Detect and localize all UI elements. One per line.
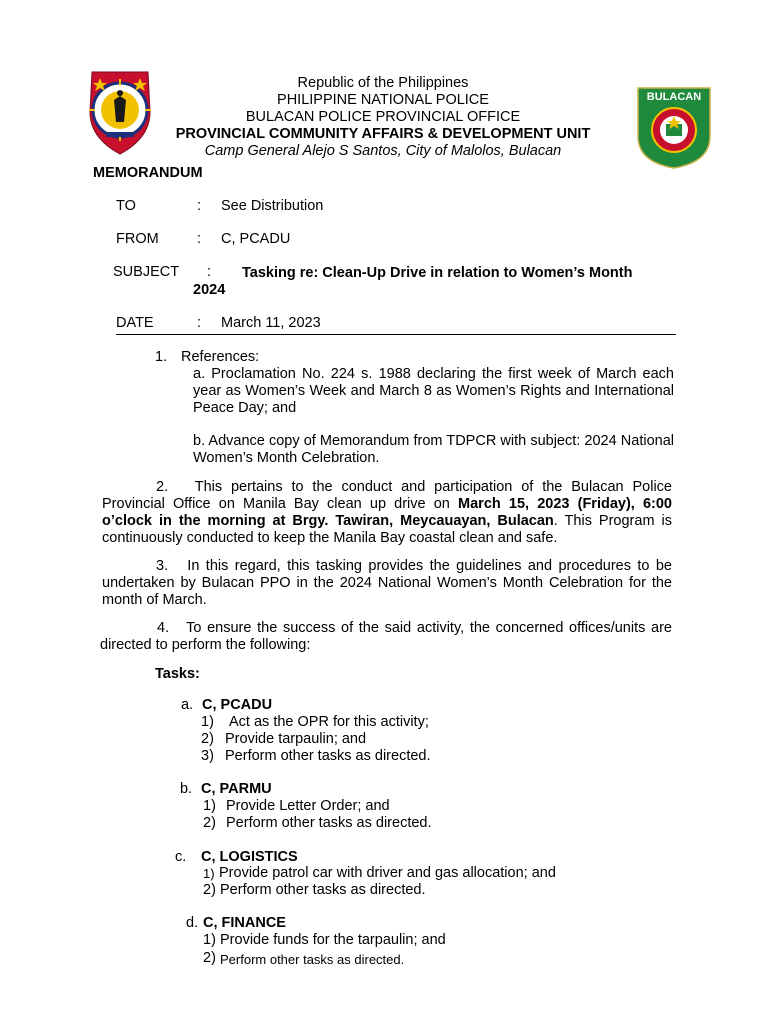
task-d-item-2: Perform other tasks as directed. (220, 952, 405, 967)
task-a-item-2: Provide tarpaulin; and (225, 731, 367, 747)
header-divider (116, 334, 676, 335)
subject-value: Tasking re: Clean-Up Drive in relation to Women’s Month (242, 265, 633, 281)
task-b-item-2-num: 2) (203, 815, 216, 831)
task-c-item-2-num: 2) (203, 882, 216, 898)
subject-label: SUBJECT (113, 264, 180, 280)
task-c-item-2: Perform other tasks as directed. (220, 882, 426, 898)
task-a-item-2-num: 2) (201, 731, 214, 747)
task-a-item-1: Act as the OPR for this activity; (229, 714, 429, 730)
task-c-item-1: Provide patrol car with driver and gas allocation; and (219, 865, 556, 881)
para-3-number: 3. (156, 558, 169, 574)
task-a-item-3-num: 3) (201, 748, 214, 764)
reference-a: a. Proclamation No. 224 s. 1988 declaring the first week of March each year as Women’s Week and March 8 as Women’s Rights and International Peace Day; and (193, 366, 674, 416)
para-4 (100, 620, 672, 654)
para-2-text-a: This pertains to the conduct and participation of the Bulacan Police Provincial Office on Manila Bay clean up drive on (102, 479, 672, 512)
task-a-unit: C, PCADU (202, 697, 273, 713)
task-d-letter: d. (186, 915, 199, 931)
task-b-item-1-num: 1) (203, 798, 216, 814)
task-a-item-3: Perform other tasks as directed. (225, 748, 431, 764)
memo-title: MEMORANDUM (93, 165, 203, 181)
to-value: See Distribution (221, 198, 324, 214)
tasks-title: Tasks: (155, 666, 200, 682)
task-b-item-2: Perform other tasks as directed. (226, 815, 432, 831)
from-colon: : (197, 231, 202, 247)
subject-value-cont: 2024 (193, 282, 226, 298)
bulacan-banner-text: BULACAN (646, 91, 702, 103)
task-c-letter: c. (175, 849, 187, 865)
task-d-item-2-num: 2) (203, 950, 216, 966)
para-1-number: 1. (155, 349, 168, 365)
letterhead-unit: PROVINCIAL COMMUNITY AFFAIRS & DEVELOPMENT UNIT (175, 126, 591, 142)
letterhead-line-2: PHILIPPINE NATIONAL POLICE (277, 92, 489, 108)
reference-b: b. Advance copy of Memorandum from TDPCR with subject: 2024 National Women’s Month Celebration. (193, 433, 674, 466)
task-d-item-1-num: 1) (203, 932, 216, 948)
subject-colon: : (207, 264, 212, 280)
to-label: TO (116, 198, 136, 214)
para-2-text-b: . This Program is continuously conducted to keep the Manila Bay coastal clean and safe. (102, 513, 672, 546)
task-c-item-1-num: 1) (203, 866, 215, 881)
letterhead-line-3: BULACAN POLICE PROVINCIAL OFFICE (245, 109, 521, 125)
task-c-unit: C, LOGISTICS (201, 849, 298, 865)
para-4-text: To ensure the success of the said activity, the concerned offices/units are directed to perform the following: (100, 620, 672, 653)
para-3-text: In this regard, this tasking provides the guidelines and procedures to be undertaken by Bulacan PPO in the 2024 National Women’s Month Celebration for the month of March. (102, 558, 673, 608)
para-2 (102, 479, 672, 547)
letterhead (150, 75, 616, 160)
bulacan-ppo-seal-icon (636, 86, 712, 170)
task-b-letter: b. (180, 781, 193, 797)
pnp-seal-icon (84, 66, 156, 156)
task-a-item-1-num: 1) (201, 714, 214, 730)
date-label: DATE (116, 315, 154, 331)
from-value: C, PCADU (221, 231, 291, 247)
para-1-title: References: (181, 349, 260, 365)
date-colon: : (197, 315, 202, 331)
letterhead-line-1: Republic of the Philippines (297, 75, 469, 91)
para-2-event-details: March 15, 2023 (Friday), 6:00 o’clock in the morning at Brgy. Tawiran, Meycauayan, Bulacan (102, 496, 672, 529)
task-b-item-1: Provide Letter Order; and (226, 798, 390, 814)
task-a-letter: a. (181, 697, 194, 713)
task-d-item-1: Provide funds for the tarpaulin; and (220, 932, 446, 948)
from-label: FROM (116, 231, 159, 247)
task-b-unit: C, PARMU (201, 781, 272, 797)
task-d-unit: C, FINANCE (203, 915, 286, 931)
para-4-number: 4. (157, 620, 170, 636)
para-3 (102, 558, 672, 609)
para-2-number: 2. (156, 479, 169, 495)
letterhead-address: Camp General Alejo S Santos, City of Malolos, Bulacan (204, 143, 562, 159)
to-colon: : (197, 198, 202, 214)
date-value: March 11, 2023 (221, 315, 321, 331)
